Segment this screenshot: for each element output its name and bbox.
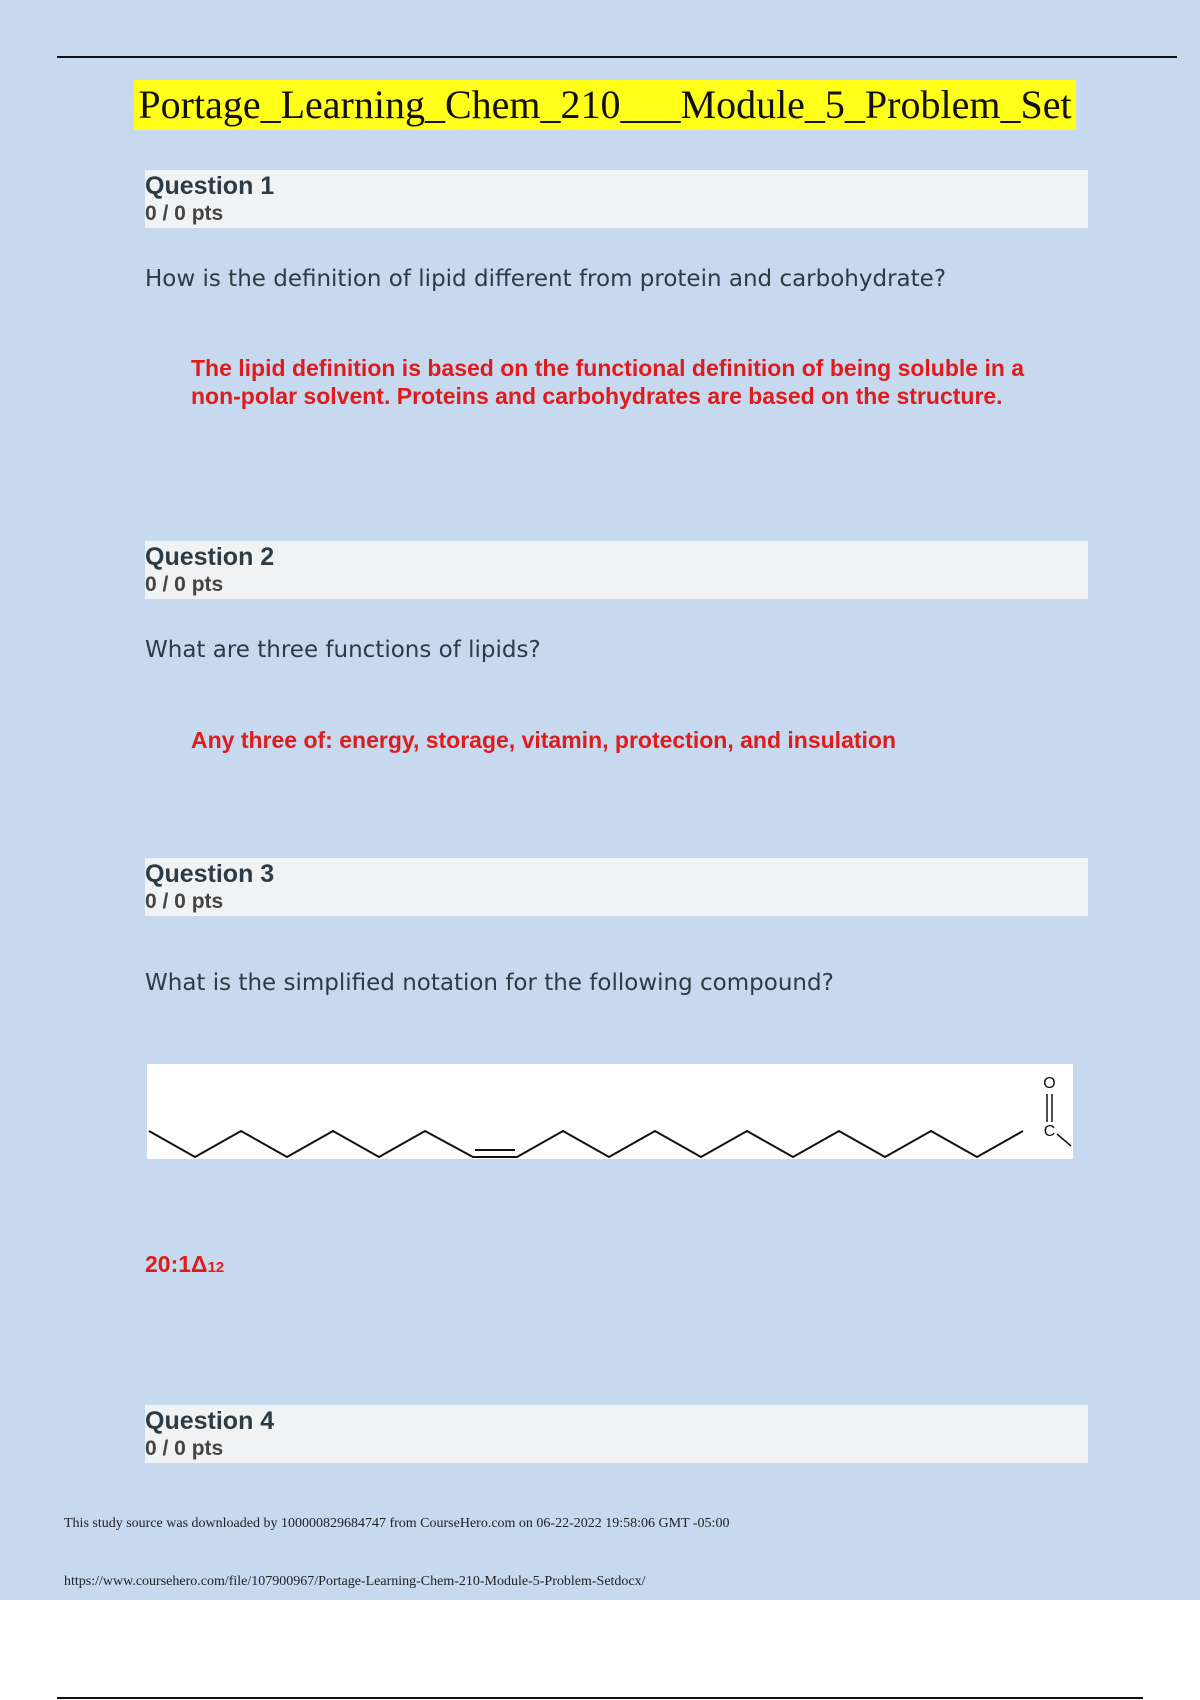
question-1-prompt: How is the definition of lipid different from protein and carbohydrate? — [145, 266, 947, 292]
source-url: https://www.coursehero.com/file/107900967/Portage-Learning-Chem-210-Module-5-Problem-Setdocx/ — [64, 1574, 646, 1589]
question-3-header — [145, 858, 1088, 916]
top-rule — [57, 56, 1177, 58]
bottom-rule — [57, 1697, 1143, 1699]
notation-main: 20:1Δ — [145, 1251, 208, 1277]
question-2-prompt: What are three functions of lipids? — [145, 637, 541, 663]
question-3-points: 0 / 0 pts — [145, 890, 224, 913]
skeletal-formula-drawing — [147, 1064, 1073, 1159]
question-3-prompt: What is the simplified notation for the following compound? — [145, 970, 834, 996]
question-4-points: 0 / 0 pts — [145, 1437, 224, 1460]
question-1-points: 0 / 0 pts — [145, 202, 224, 225]
question-4-title: Question 4 — [145, 1407, 275, 1435]
carbon-chain — [149, 1131, 1023, 1157]
carbon-label: C — [1043, 1123, 1056, 1140]
question-2-points: 0 / 0 pts — [145, 573, 224, 596]
question-3-answer — [145, 1250, 545, 1282]
question-2-answer: Any three of: energy, storage, vitamin, protection, and insulation — [191, 727, 897, 753]
carboxyl-tail — [1057, 1134, 1071, 1146]
download-notice: This study source was downloaded by 100000829684747 from CourseHero.com on 06-22-2022 19:58:06 GMT -05:00 — [64, 1516, 730, 1531]
question-1-title: Question 1 — [145, 172, 275, 200]
oxygen-label: O — [1043, 1075, 1056, 1092]
question-2-header — [145, 541, 1088, 599]
question-1-header — [145, 170, 1088, 228]
question-2-title: Question 2 — [145, 543, 275, 571]
document-title: Portage_Learning_Chem_210___Module_5_Problem_Set — [134, 80, 1076, 130]
question-1-answer: The lipid definition is based on the functional definition of being soluble in a non-polar solvent. Proteins and carbohydrates are based on the structure. — [191, 355, 1025, 409]
fatty-acid-structure — [147, 1064, 1073, 1159]
notation-position: 12 — [207, 1259, 225, 1276]
question-3-title: Question 3 — [145, 860, 275, 888]
question-4-header — [145, 1405, 1088, 1463]
